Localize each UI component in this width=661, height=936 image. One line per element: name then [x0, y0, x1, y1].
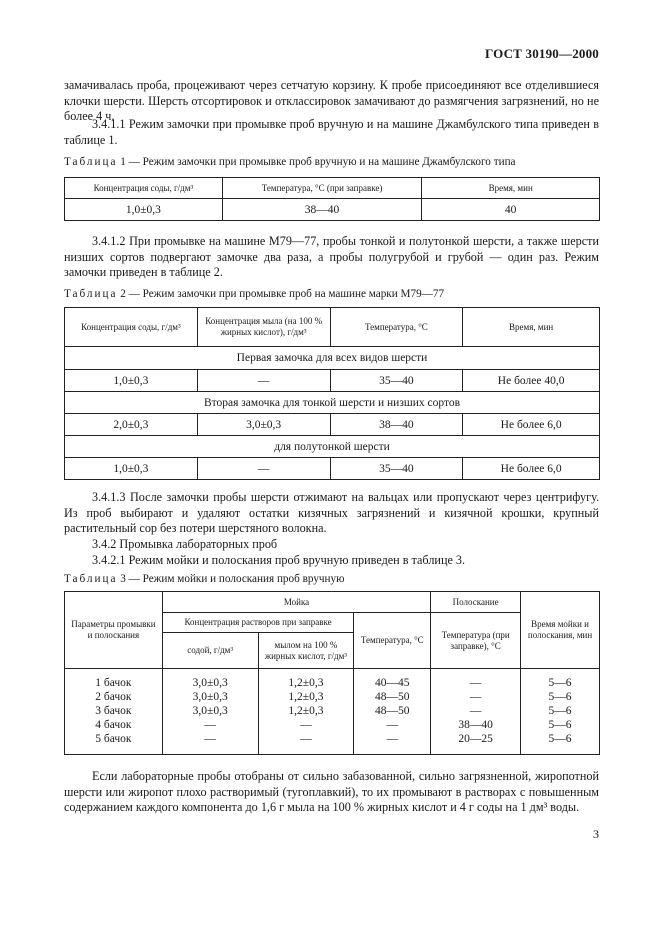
- table1-caption: [64, 156, 604, 168]
- table3-cell: 3 бачок: [65, 704, 163, 718]
- paragraph-3-4-2: 3.4.2 Промывка лабораторных проб: [92, 537, 278, 551]
- table3-cell: 40—45: [354, 676, 431, 690]
- table-1: [64, 177, 600, 221]
- table3-cell: —: [431, 690, 521, 704]
- table3-header-rinse-temp: Температура (при заправке), °С: [431, 613, 521, 669]
- paragraph-continuation: замачивалась проба, процеживают через сетчатую корзину. К пробе присоединяют все отделившиеся клочки шерсти. Шерсть отсортировок и отклассировок замачивают до размягчения загрязнений, но не более 4 ч.: [64, 78, 599, 124]
- table1-cell: 1,0±0,3: [65, 199, 223, 221]
- table3-cell: 5 бачок: [65, 732, 163, 746]
- table2-cell: 2,0±0,3: [65, 414, 198, 436]
- table2-cell: —: [197, 458, 330, 480]
- table2-cell: Не более 40,0: [463, 370, 600, 392]
- paragraph-3-4-1-2: 3.4.1.2 При промывке на машине М79—77, пробы тонкой и полутонкой шерсти, а также шерсти низших сортов подвергают замочке два раза, а пробы полугрубой и грубой — один раз. Режим замочки приведен в таблице 2.: [64, 234, 599, 280]
- table1-cell: 38—40: [222, 199, 422, 221]
- table3-header-time: Время мойки и полоскания, мин: [521, 592, 600, 669]
- table3-header-soda: содой, г/дм³: [162, 633, 258, 669]
- table3-cell: 3,0±0,3: [162, 676, 258, 690]
- table2-cell: 35—40: [330, 370, 463, 392]
- table3-cell: 3,0±0,3: [162, 690, 258, 704]
- table3-cell: 1 бачок: [65, 676, 163, 690]
- page-number: 3: [593, 827, 599, 841]
- table1-header-soda: Концентрация соды, г/дм³: [65, 178, 223, 199]
- table3-cell: —: [258, 732, 354, 746]
- table2-section-title: Первая замочка для всех видов шерсти: [65, 347, 600, 370]
- table3-cell: —: [258, 718, 354, 732]
- table2-cell: 38—40: [330, 414, 463, 436]
- table2-cell: 35—40: [330, 458, 463, 480]
- table3-label: Таблица: [64, 573, 118, 585]
- table3-cell: 3,0±0,3: [162, 704, 258, 718]
- table3-bottom-spacer: [65, 746, 600, 755]
- table2-header-time: Время, мин: [463, 308, 600, 347]
- table3-header-conc: Концентрация растворов при заправке: [162, 613, 354, 633]
- table3-header-rinse: Полоскание: [431, 592, 521, 613]
- table2-cell: Не более 6,0: [463, 458, 600, 480]
- table3-cell: —: [162, 718, 258, 732]
- table3-cell: —: [162, 732, 258, 746]
- table2-caption-text: 2 — Режим замочки при промывке проб на машине марки М79—77: [120, 288, 445, 300]
- table3-cell: 4 бачок: [65, 718, 163, 732]
- table2-label: Таблица: [64, 288, 118, 300]
- table2-cell: —: [197, 370, 330, 392]
- paragraph-3-4-1-3: 3.4.1.3 После замочки пробы шерсти отжимают на вальцах или пропускают через центрифугу. Из проб выбирают и удаляют остатки кизячных загрязнений и кизячной крошки, крупный растительный сор без потери шерстяного волокна.: [64, 490, 599, 536]
- paragraph-final: Если лабораторные пробы отобраны от сильно забазованной, сильно загрязненной, жиропотной шерсти или жиропот плохо растворимый (тугоплавкий), то их промывают в растворах с повышенным содержанием каждого компонента до 1,6 г мыла на 100 % жирных кислот и 4 г соды на 1 дм³ воды.: [64, 769, 599, 815]
- table1-caption-text: 1 — Режим замочки при промывке проб вручную и на машине Джамбулского типа: [120, 156, 516, 168]
- table3-cell: 1,2±0,3: [258, 704, 354, 718]
- table3-header-params: Параметры промывки и полоскания: [65, 592, 163, 669]
- table3-cell: 48—50: [354, 690, 431, 704]
- table3-cell: 2 бачок: [65, 690, 163, 704]
- table2-cell: 1,0±0,3: [65, 458, 198, 480]
- table3-header-soap: мылом на 100 % жирных кислот, г/дм³: [258, 633, 354, 669]
- table3-cell: 1,2±0,3: [258, 690, 354, 704]
- table2-caption: [64, 288, 604, 300]
- table3-caption: [64, 573, 604, 585]
- table1-header-time: Время, мин: [422, 178, 600, 199]
- table2-section-title: Вторая замочка для тонкой шерсти и низших сортов: [65, 392, 600, 414]
- table3-header-wash: Мойка: [162, 592, 430, 613]
- table3-cell: 5—6: [521, 676, 600, 690]
- table3-cell: —: [431, 676, 521, 690]
- paragraph-3-4-1-1: 3.4.1.1 Режим замочки при промывке проб вручную и на машине Джамбулского типа приведен в таблице 1.: [64, 117, 599, 147]
- table-2: [64, 307, 600, 480]
- table3-cell: 38—40: [431, 718, 521, 732]
- table3-cell: 5—6: [521, 690, 600, 704]
- table-3: [64, 591, 600, 755]
- table3-cell: 48—50: [354, 704, 431, 718]
- table2-header-soda: Концентрация соды, г/дм³: [65, 308, 198, 347]
- table2-cell: 1,0±0,3: [65, 370, 198, 392]
- table3-cell: 5—6: [521, 732, 600, 746]
- paragraph-3-4-2-1: 3.4.2.1 Режим мойки и полоскания проб вручную приведен в таблице 3.: [92, 553, 466, 567]
- table2-header-soap: Концентрация мыла (на 100 % жирных кислот), г/дм³: [197, 308, 330, 347]
- table3-cell: 1,2±0,3: [258, 676, 354, 690]
- table3-cell: —: [431, 704, 521, 718]
- table3-caption-text: 3 — Режим мойки и полоскания проб вручную: [120, 573, 345, 585]
- table3-cell: —: [354, 732, 431, 746]
- table1-cell: 40: [422, 199, 600, 221]
- table3-cell: —: [354, 718, 431, 732]
- table3-cell: 20—25: [431, 732, 521, 746]
- table2-header-temp: Температура, °С: [330, 308, 463, 347]
- table2-section-title: для полутонкой шерсти: [65, 436, 600, 458]
- table1-label: Таблица: [64, 156, 118, 168]
- table2-cell: Не более 6,0: [463, 414, 600, 436]
- table3-cell: 5—6: [521, 718, 600, 732]
- standard-header: ГОСТ 30190—2000: [484, 46, 599, 61]
- table2-cell: 3,0±0,3: [197, 414, 330, 436]
- table3-header-temp: Температура, °С: [354, 613, 431, 669]
- table3-cell: 5—6: [521, 704, 600, 718]
- table1-header-temp: Температура, °С (при заправке): [222, 178, 422, 199]
